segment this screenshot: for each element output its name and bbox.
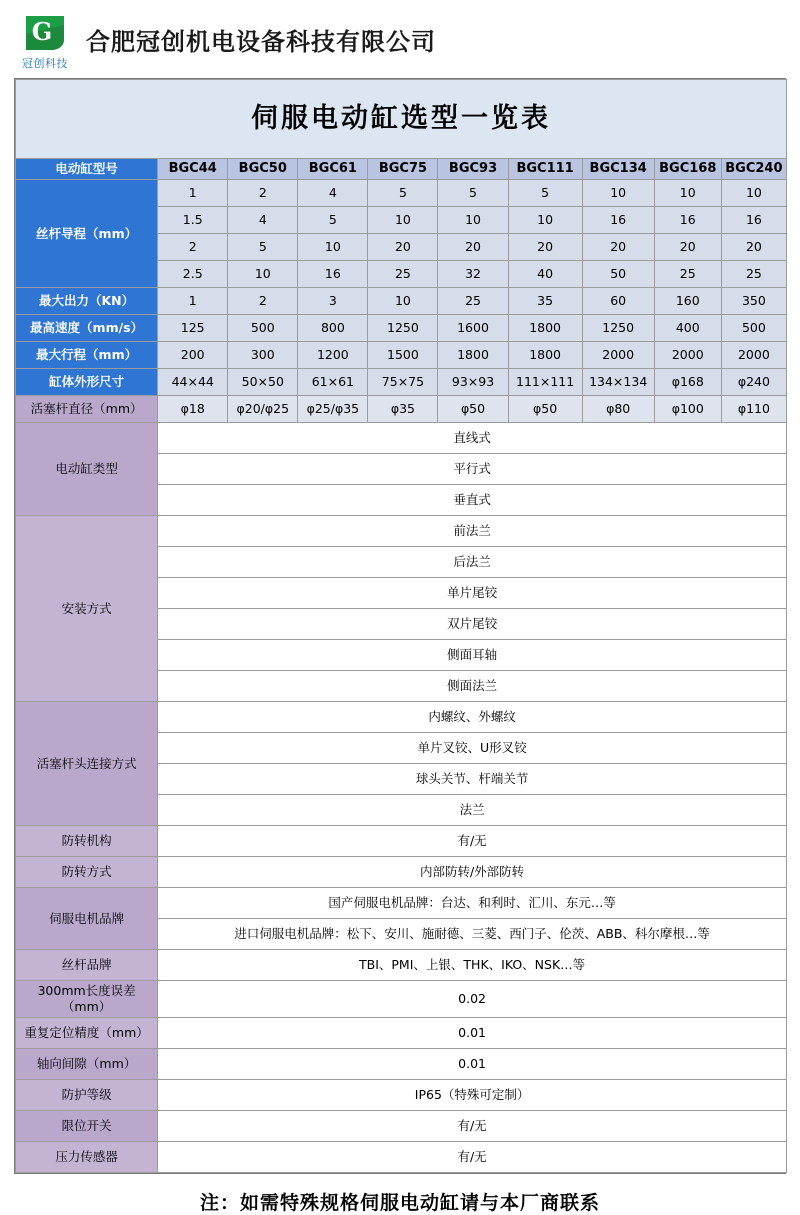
max-speed-8: 500 bbox=[721, 315, 786, 342]
lead-2-0: 1.5 bbox=[158, 207, 228, 234]
lead-1-2: 4 bbox=[298, 180, 368, 207]
row-axial-clearance bbox=[16, 1048, 787, 1079]
table-title-row bbox=[16, 80, 787, 159]
row-motor-brand-domestic bbox=[16, 888, 787, 919]
max-stroke-0: 200 bbox=[158, 342, 228, 369]
label-pressure-sensor: 压力传感器 bbox=[16, 1141, 158, 1172]
lead-2-8: 16 bbox=[721, 207, 786, 234]
rod-diameter-2: φ25/φ35 bbox=[298, 396, 368, 423]
lead-row-1 bbox=[16, 180, 787, 207]
spec-table bbox=[15, 79, 787, 1173]
max-stroke-7: 2000 bbox=[654, 342, 721, 369]
value-length-error: 0.02 bbox=[158, 981, 787, 1017]
lead-2-2: 5 bbox=[298, 207, 368, 234]
company-logo bbox=[14, 10, 76, 71]
mounting-single-clevis: 单片尾铰 bbox=[158, 578, 787, 609]
max-speed-3: 1250 bbox=[368, 315, 438, 342]
max-speed-6: 1250 bbox=[582, 315, 654, 342]
model-bgc50: BGC50 bbox=[228, 159, 298, 180]
row-length-error bbox=[16, 981, 787, 1017]
max-speed-5: 1800 bbox=[508, 315, 582, 342]
row-body-size bbox=[16, 369, 787, 396]
row-mount-1 bbox=[16, 516, 787, 547]
rod-end-clevis: 单片叉铰、U形叉铰 bbox=[158, 733, 787, 764]
mounting-double-clevis: 双片尾铰 bbox=[158, 609, 787, 640]
value-anti-rotation-type: 内部防转/外部防转 bbox=[158, 857, 787, 888]
row-max-speed bbox=[16, 315, 787, 342]
max-stroke-8: 2000 bbox=[721, 342, 786, 369]
spec-table-container bbox=[14, 78, 786, 1174]
lead-3-1: 5 bbox=[228, 234, 298, 261]
row-anti-rotation-mech bbox=[16, 826, 787, 857]
label-protection-grade: 防护等级 bbox=[16, 1079, 158, 1110]
lead-1-6: 10 bbox=[582, 180, 654, 207]
max-speed-2: 800 bbox=[298, 315, 368, 342]
lead-1-1: 2 bbox=[228, 180, 298, 207]
motor-brand-domestic: 国产伺服电机品牌：台达、和利时、汇川、东元…等 bbox=[158, 888, 787, 919]
label-anti-rotation-type: 防转方式 bbox=[16, 857, 158, 888]
lead-4-8: 25 bbox=[721, 261, 786, 288]
lead-3-6: 20 bbox=[582, 234, 654, 261]
label-axial-clearance: 轴向间隙（mm） bbox=[16, 1048, 158, 1079]
model-bgc44: BGC44 bbox=[158, 159, 228, 180]
lead-1-3: 5 bbox=[368, 180, 438, 207]
rod-end-ball-joint: 球头关节、杆端关节 bbox=[158, 764, 787, 795]
max-speed-0: 125 bbox=[158, 315, 228, 342]
max-stroke-4: 1800 bbox=[438, 342, 508, 369]
rod-diameter-3: φ35 bbox=[368, 396, 438, 423]
cylinder-type-parallel: 平行式 bbox=[158, 454, 787, 485]
label-mounting: 安装方式 bbox=[16, 516, 158, 702]
logo-g-icon bbox=[22, 10, 68, 52]
value-protection-grade: IP65（特殊可定制） bbox=[158, 1079, 787, 1110]
row-pressure-sensor bbox=[16, 1141, 787, 1172]
lead-1-4: 5 bbox=[438, 180, 508, 207]
cylinder-type-linear: 直线式 bbox=[158, 423, 787, 454]
company-name: 合肥冠创机电设备科技有限公司 bbox=[86, 28, 436, 56]
max-force-3: 10 bbox=[368, 288, 438, 315]
rod-diameter-5: φ50 bbox=[508, 396, 582, 423]
lead-3-3: 20 bbox=[368, 234, 438, 261]
lead-2-4: 10 bbox=[438, 207, 508, 234]
label-max-stroke: 最大行程（mm） bbox=[16, 342, 158, 369]
model-bgc111: BGC111 bbox=[508, 159, 582, 180]
rod-end-flange: 法兰 bbox=[158, 795, 787, 826]
model-bgc168: BGC168 bbox=[654, 159, 721, 180]
lead-2-1: 4 bbox=[228, 207, 298, 234]
max-speed-4: 1600 bbox=[438, 315, 508, 342]
max-force-6: 60 bbox=[582, 288, 654, 315]
cylinder-type-vertical: 垂直式 bbox=[158, 485, 787, 516]
row-protection-grade bbox=[16, 1079, 787, 1110]
max-stroke-3: 1500 bbox=[368, 342, 438, 369]
body-size-3: 75×75 bbox=[368, 369, 438, 396]
lead-2-3: 10 bbox=[368, 207, 438, 234]
model-bgc93: BGC93 bbox=[438, 159, 508, 180]
row-anti-rotation-type bbox=[16, 857, 787, 888]
rod-diameter-6: φ80 bbox=[582, 396, 654, 423]
rod-end-thread: 内螺纹、外螺纹 bbox=[158, 702, 787, 733]
lead-3-0: 2 bbox=[158, 234, 228, 261]
value-axial-clearance: 0.01 bbox=[158, 1048, 787, 1079]
value-pressure-sensor: 有/无 bbox=[158, 1141, 787, 1172]
mounting-front-flange: 前法兰 bbox=[158, 516, 787, 547]
max-stroke-2: 1200 bbox=[298, 342, 368, 369]
body-size-7: φ168 bbox=[654, 369, 721, 396]
lead-4-0: 2.5 bbox=[158, 261, 228, 288]
max-force-2: 3 bbox=[298, 288, 368, 315]
lead-3-8: 20 bbox=[721, 234, 786, 261]
body-size-5: 111×111 bbox=[508, 369, 582, 396]
mounting-side-trunnion: 侧面耳轴 bbox=[158, 640, 787, 671]
value-screw-brand: TBI、PMI、上银、THK、IKO、NSK…等 bbox=[158, 950, 787, 981]
rod-diameter-7: φ100 bbox=[654, 396, 721, 423]
max-force-5: 35 bbox=[508, 288, 582, 315]
rod-diameter-4: φ50 bbox=[438, 396, 508, 423]
max-force-7: 160 bbox=[654, 288, 721, 315]
label-repeat-accuracy: 重复定位精度（mm） bbox=[16, 1017, 158, 1048]
label-screw-brand: 丝杆品牌 bbox=[16, 950, 158, 981]
lead-1-0: 1 bbox=[158, 180, 228, 207]
rod-diameter-0: φ18 bbox=[158, 396, 228, 423]
body-size-1: 50×50 bbox=[228, 369, 298, 396]
lead-1-5: 5 bbox=[508, 180, 582, 207]
lead-4-6: 50 bbox=[582, 261, 654, 288]
footer-note: 注：如需特殊规格伺服电动缸请与本厂商联系 bbox=[199, 1191, 600, 1214]
model-bgc240: BGC240 bbox=[721, 159, 786, 180]
row-rod-diameter bbox=[16, 396, 787, 423]
lead-4-1: 10 bbox=[228, 261, 298, 288]
mounting-rear-flange: 后法兰 bbox=[158, 547, 787, 578]
model-bgc134: BGC134 bbox=[582, 159, 654, 180]
max-force-4: 25 bbox=[438, 288, 508, 315]
lead-2-6: 16 bbox=[582, 207, 654, 234]
model-label: 电动缸型号 bbox=[16, 159, 158, 180]
max-stroke-6: 2000 bbox=[582, 342, 654, 369]
lead-4-3: 25 bbox=[368, 261, 438, 288]
lead-label: 丝杆导程（mm） bbox=[16, 180, 158, 288]
model-header-row bbox=[16, 159, 787, 180]
max-force-0: 1 bbox=[158, 288, 228, 315]
row-max-force bbox=[16, 288, 787, 315]
max-speed-7: 400 bbox=[654, 315, 721, 342]
body-size-0: 44×44 bbox=[158, 369, 228, 396]
row-screw-brand bbox=[16, 950, 787, 981]
document-header bbox=[0, 0, 800, 78]
value-anti-rotation-mech: 有/无 bbox=[158, 826, 787, 857]
max-stroke-5: 1800 bbox=[508, 342, 582, 369]
label-limit-switch: 限位开关 bbox=[16, 1110, 158, 1141]
lead-4-5: 40 bbox=[508, 261, 582, 288]
model-bgc75: BGC75 bbox=[368, 159, 438, 180]
label-motor-brand: 伺服电机品牌 bbox=[16, 888, 158, 950]
lead-2-5: 10 bbox=[508, 207, 582, 234]
label-max-speed: 最高速度（mm/s） bbox=[16, 315, 158, 342]
row-rodend-1 bbox=[16, 702, 787, 733]
mounting-side-flange: 侧面法兰 bbox=[158, 671, 787, 702]
max-speed-1: 500 bbox=[228, 315, 298, 342]
rod-diameter-8: φ110 bbox=[721, 396, 786, 423]
body-size-2: 61×61 bbox=[298, 369, 368, 396]
model-bgc61: BGC61 bbox=[298, 159, 368, 180]
label-rod-diameter: 活塞杆直径（mm） bbox=[16, 396, 158, 423]
row-max-stroke bbox=[16, 342, 787, 369]
lead-3-5: 20 bbox=[508, 234, 582, 261]
body-size-8: φ240 bbox=[721, 369, 786, 396]
svg-text:G: G bbox=[31, 17, 53, 46]
label-length-error: 300mm长度误差（mm） bbox=[16, 981, 158, 1017]
row-type-1 bbox=[16, 423, 787, 454]
lead-2-7: 16 bbox=[654, 207, 721, 234]
max-stroke-1: 300 bbox=[228, 342, 298, 369]
value-repeat-accuracy: 0.01 bbox=[158, 1017, 787, 1048]
max-force-8: 350 bbox=[721, 288, 786, 315]
body-size-4: 93×93 bbox=[438, 369, 508, 396]
logo-subtitle: 冠创科技 bbox=[22, 58, 68, 70]
label-anti-rotation-mech: 防转机构 bbox=[16, 826, 158, 857]
table-title: 伺服电动缸选型一览表 bbox=[16, 80, 787, 159]
row-limit-switch bbox=[16, 1110, 787, 1141]
lead-4-4: 32 bbox=[438, 261, 508, 288]
lead-3-2: 10 bbox=[298, 234, 368, 261]
lead-1-8: 10 bbox=[721, 180, 786, 207]
lead-3-7: 20 bbox=[654, 234, 721, 261]
label-body-size: 缸体外形尺寸 bbox=[16, 369, 158, 396]
body-size-6: 134×134 bbox=[582, 369, 654, 396]
rod-diameter-1: φ20/φ25 bbox=[228, 396, 298, 423]
lead-3-4: 20 bbox=[438, 234, 508, 261]
motor-brand-imported: 进口伺服电机品牌：松下、安川、施耐德、三菱、西门子、伦茨、ABB、科尔摩根…等 bbox=[158, 919, 787, 950]
row-repeat-accuracy bbox=[16, 1017, 787, 1048]
value-limit-switch: 有/无 bbox=[158, 1110, 787, 1141]
label-max-force: 最大出力（KN） bbox=[16, 288, 158, 315]
lead-4-2: 16 bbox=[298, 261, 368, 288]
max-force-1: 2 bbox=[228, 288, 298, 315]
label-rod-end-connection: 活塞杆头连接方式 bbox=[16, 702, 158, 826]
label-cylinder-type: 电动缸类型 bbox=[16, 423, 158, 516]
lead-1-7: 10 bbox=[654, 180, 721, 207]
lead-4-7: 25 bbox=[654, 261, 721, 288]
